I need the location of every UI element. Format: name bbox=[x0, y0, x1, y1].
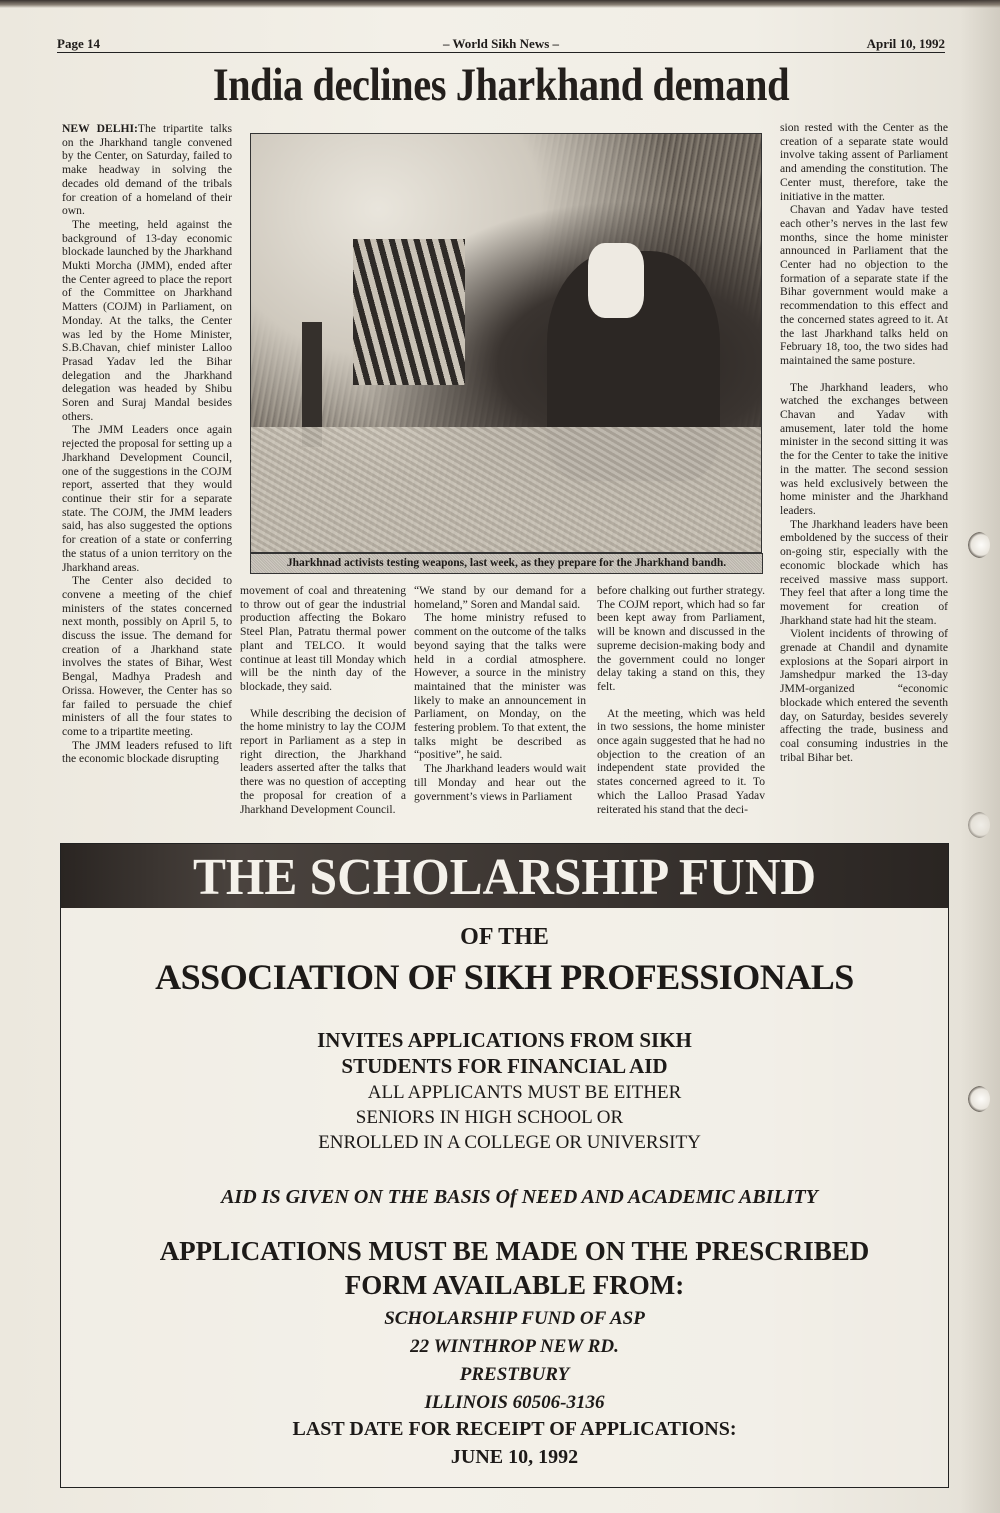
article-paragraph: “We stand by our demand for a homeland,” Soren and Mandal said. bbox=[414, 584, 586, 611]
ad-address-line: 22 WINTHROP NEW RD. bbox=[410, 1336, 619, 1357]
binder-hole bbox=[968, 532, 990, 558]
ad-organization: ASSOCIATION OF SIKH PROFESSIONALS bbox=[155, 957, 854, 997]
photo-striped-cloth bbox=[353, 239, 465, 385]
ad-deadline-label: LAST DATE FOR RECEIPT OF APPLICATIONS: bbox=[292, 1418, 737, 1440]
scan-edge-shadow bbox=[0, 0, 1000, 8]
article-column-3 bbox=[414, 584, 586, 803]
article-headline: India declines Jharkhand demand bbox=[212, 59, 790, 111]
dateline: NEW DELHI: bbox=[62, 122, 138, 135]
article-column-4 bbox=[597, 584, 765, 816]
article-paragraph: sion rested with the Center as the creation of a separate state would involve taking assent of Parliament and amending the constitution. The Center must, therefore, take the initiative in the matter. bbox=[780, 121, 948, 203]
photo-caption: Jharkhnad activists testing weapons, last week, as they prepare for the Jharkhand bandh. bbox=[250, 553, 763, 574]
article-paragraph: movement of coal and threatening to throw out of gear the industrial production affecting the Bokaro Steel Plan, Patratu thermal power plant and TELCO. It would continue at least till Monday which will be the ninth day of the blockade, they said. bbox=[240, 584, 406, 693]
page-edge-shade bbox=[960, 0, 1000, 1513]
ad-address-line: PRESTBURY bbox=[459, 1364, 570, 1385]
ad-eligibility-line: ENROLLED IN A COLLEGE OR UNIVERSITY bbox=[318, 1132, 701, 1153]
scholarship-advertisement bbox=[60, 843, 949, 1488]
ad-of-the: OF THE bbox=[460, 924, 549, 950]
article-paragraph: The meeting, held against the background of 13-day economic blockade launched by the Jharkhand Mukti Morcha (JMM), ended after the Center agreed to place the report of the Committee on Jharkhand Matters (COJM) in Parliament, on Monday. At the talks, the Center was led by the Home Minister, S.B.Chavan, chief minister Lalloo Prasad Yadav led the Bihar delegation and the Jharkhand delegation was headed by Shibu Soren and Suraj Mandal besides others. bbox=[62, 217, 232, 423]
ad-eligibility-line: SENIORS IN HIGH SCHOOL OR bbox=[355, 1107, 624, 1128]
article-paragraph: The JMM Leaders once again rejected the proposal for setting up a Jharkhand Development Council, one of the suggestions in the COJM report, asserted that they would continue their stir for a separate state. The COJM, the JMM leaders said, has also suggested the options for creation of a state or conferring the status of a union territory on the Jharkhand areas. bbox=[62, 423, 232, 574]
page-number: Page 14 bbox=[57, 36, 100, 51]
article-column-1 bbox=[62, 122, 232, 766]
publication-name: – World Sikh News – bbox=[442, 36, 560, 51]
ad-apply-line-2: FORM AVAILABLE FROM: bbox=[344, 1270, 685, 1300]
ad-banner-title: THE SCHOLARSHIP FUND bbox=[192, 849, 817, 906]
binder-hole bbox=[968, 1086, 990, 1112]
photo-face-cloth bbox=[588, 243, 644, 318]
ad-eligibility-line: ALL APPLICANTS MUST BE EITHER bbox=[367, 1082, 682, 1103]
photo-rug bbox=[251, 427, 761, 552]
article-paragraph: While describing the decision of the home ministry to lay the COJM report in Parliament as a step in right direction, the Jharkhand leaders asserted after the talks that there was no question of accepting the proposal for creation of a Jharkhand Development Council. bbox=[240, 706, 406, 816]
article-paragraph: The Jharkhand leaders, who watched the exchanges between Chavan and Yadav with amusement, later told the home minister in the second sitting it was the for the Center to take the initive in the matter. The second session was held exclusively between the home minister and the Jharkhand leaders. bbox=[780, 380, 948, 517]
ad-apply-line-1: APPLICATIONS MUST BE MADE ON THE PRESCRIBED bbox=[159, 1236, 870, 1266]
ad-invite-line-2: STUDENTS FOR FINANCIAL AID bbox=[341, 1054, 668, 1078]
article-paragraph: At the meeting, which was held in two sessions, the home minister once again suggested that he had no objection to the creation of an independent state provided the states concerned agreed to it. To which the Lalloo Prasad Yadav reiterated his stand that the deci- bbox=[597, 706, 765, 816]
article-column-2 bbox=[240, 584, 406, 816]
page-header bbox=[57, 36, 945, 53]
news-photo bbox=[250, 133, 762, 553]
ad-address-line: ILLINOIS 60506-3136 bbox=[424, 1392, 605, 1413]
article-paragraph: NEW DELHI:The tripartite talks on the Jharkhand tangle convened by the Center, on Saturday, failed to make headway in solving the decades old demand of the tribals for creation of a homeland of their own. bbox=[62, 122, 232, 218]
article-paragraph: Violent incidents of throwing of grenade at Chandil and dynamite explosions at the Sopari airport in Jamshedpur marked the 13-day JMM-organized “economic blockade which entered the seventh day, on Saturday, besides severely affecting the trade, business and coal consuming industries in the tribal Bihar bet. bbox=[780, 627, 948, 764]
article-column-5 bbox=[780, 121, 948, 764]
ad-basis: AID IS GIVEN ON THE BASIS Of NEED AND ACADEMIC ABILITY bbox=[221, 1186, 818, 1208]
article-paragraph: The Jharkhand leaders have been emboldened by the success of their on-going stir, especially with the economic blockade which has received massive mass support. They feel that after a long time the movement for creation of Jharkhand state had hit the steam. bbox=[780, 517, 948, 627]
ad-invite-line-1: INVITES APPLICATIONS FROM SIKH bbox=[317, 1028, 692, 1052]
article-paragraph: The Center also decided to convene a meeting of the chief ministers of the states concerned next month, possibly on April 5, to discuss the issue. The demand for creation of a Jharkhand state involves the states of Bihar, West Bengal, Madhya Pradesh and Orissa. However, the Center has so far failed to persuade the chief ministers of all the four states to come to a tripartite meeting. bbox=[62, 574, 232, 738]
article-paragraph: The JMM leaders refused to lift the economic blockade disrupting bbox=[62, 738, 232, 766]
article-paragraph: The Jharkhand leaders would wait till Monday and hear out the government’s views in Parliament bbox=[414, 762, 586, 803]
binder-hole bbox=[968, 812, 990, 838]
article-paragraph: The home ministry refused to comment on the outcome of the talks beyond saying that the talks were held in a cordial atmosphere. However, a source in the ministry maintained that the minister was likely to make an announcement in Parliament, on Monday, on the festering problem. To that extent, the talks might be described as “positive”, he said. bbox=[414, 611, 586, 762]
article-paragraph: Chavan and Yadav have tested each other’s nerves in the last few months, since the home minister announced in Parliament that the Center had no objection to the formation of a separate state if the Bihar government would make a recommendation to this effect and the concerned states agreed to it. At the last Jharkhand talks held on February 18, too, the two sides had maintained the same posture. bbox=[780, 203, 948, 367]
ad-banner bbox=[61, 844, 948, 908]
ad-address-line: SCHOLARSHIP FUND OF ASP bbox=[384, 1308, 645, 1329]
ad-deadline-date: JUNE 10, 1992 bbox=[450, 1446, 579, 1468]
article-paragraph: before chalking out further strategy. The COJM report, which had so far been kept away from Parliament, will be known and discussed in the supreme decision-making body and the government could no longer delay taking a stand on this, they felt. bbox=[597, 584, 765, 693]
issue-date: April 10, 1992 bbox=[866, 36, 945, 51]
